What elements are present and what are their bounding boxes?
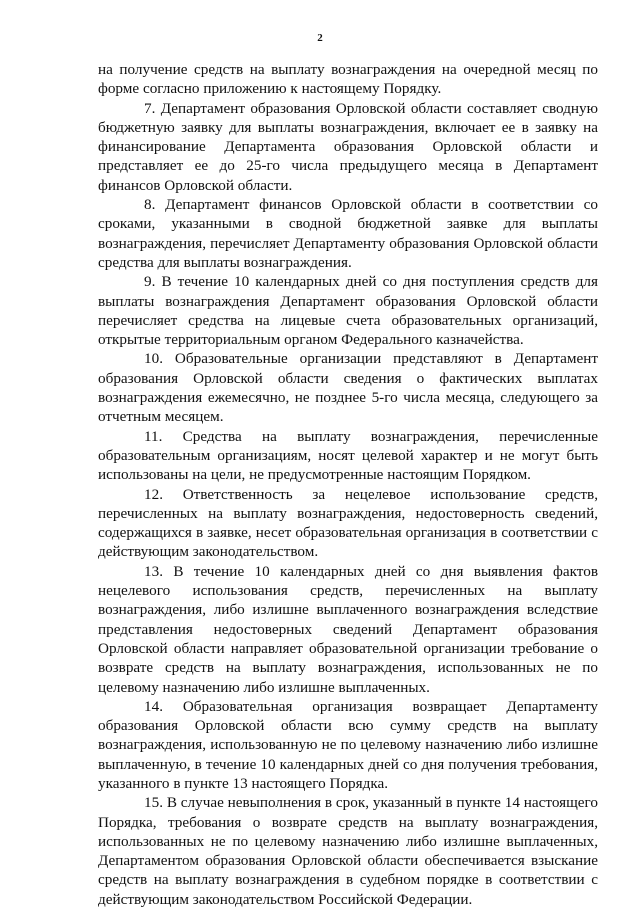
page-number: 2: [317, 32, 323, 44]
paragraph-item-11: 11. Средства на выплату вознаграждения, перечисленные образовательным организациям, носят целевой характер и не могут быть использованы на цели, не предусмотренные настоящим Порядком.: [98, 427, 598, 484]
paragraph-continuation: на получение средств на выплату вознаграждения на очередной месяц по форме согласно приложению к настоящему Порядку.: [98, 61, 598, 98]
paragraph-item-10: 10. Образовательные организации представляют в Департамент образования Орловской области сведения о фактических выплатах вознаграждения ежемесячно, не позднее 5-го числа месяца, следующего за отчетным месяцем.: [98, 350, 598, 426]
paragraph-item-9: 9. В течение 10 календарных дней со дня поступления средств для выплаты вознаграждения Департамент образования Орловской области перечисляет средства на лицевые счета образовательных организаций, открытые территориальным органом Федерального казначейства.: [98, 273, 598, 349]
document-body: [98, 60, 598, 909]
paragraph-item-12: 12. Ответственность за нецелевое использование средств, перечисленных на выплату вознаграждения, недостоверность сведений, содержащихся в заявке, несет образовательная организация в соответствии с действующим законодательством.: [98, 485, 598, 561]
paragraph-item-15: 15. В случае невыполнения в срок, указанный в пункте 14 настоящего Порядка, требования о возврате средств на выплату вознаграждения, использованных не по целевому назначению либо излишне выплаченных, Департаментом образования Орловской области обеспечивается взыскание средств на выплату вознаграждения в судебном порядке в соответствии с действующим законодательством Российской Федерации.: [98, 794, 598, 908]
paragraph-item-7: 7. Департамент образования Орловской области составляет сводную бюджетную заявку для выплаты вознаграждения, включает ее в заявку на финансирование Департамента образования Орловской области и представляет ее до 25-го числа предыдущего месяца в Департамент финансов Орловской области.: [98, 99, 598, 194]
paragraph-item-14: 14. Образовательная организация возвращает Департаменту образования Орловской области всю сумму средств на выплату вознаграждения, использованную не по целевому назначению либо излишне выплаченную, в течение 10 календарных дней со дня получения требования, указанного в пункте 13 настоящего Порядка.: [98, 697, 598, 792]
paragraph-item-13: 13. В течение 10 календарных дней со дня выявления фактов нецелевого использования средств, перечисленных на выплату вознаграждения, либо излишне выплаченного вознаграждения вследствие представления недостоверных сведений Департамент образования Орловской области направляет образовательной организации требование о возврате средств на выплату вознаграждения, использованных не по целевому назначению либо излишне выплаченных.: [98, 562, 598, 696]
paragraph-item-8: 8. Департамент финансов Орловской области в соответствии со сроками, указанными в сводной бюджетной заявке для выплаты вознаграждения, перечисляет Департаменту образования Орловской области средства для выплаты вознаграждения.: [98, 196, 598, 271]
